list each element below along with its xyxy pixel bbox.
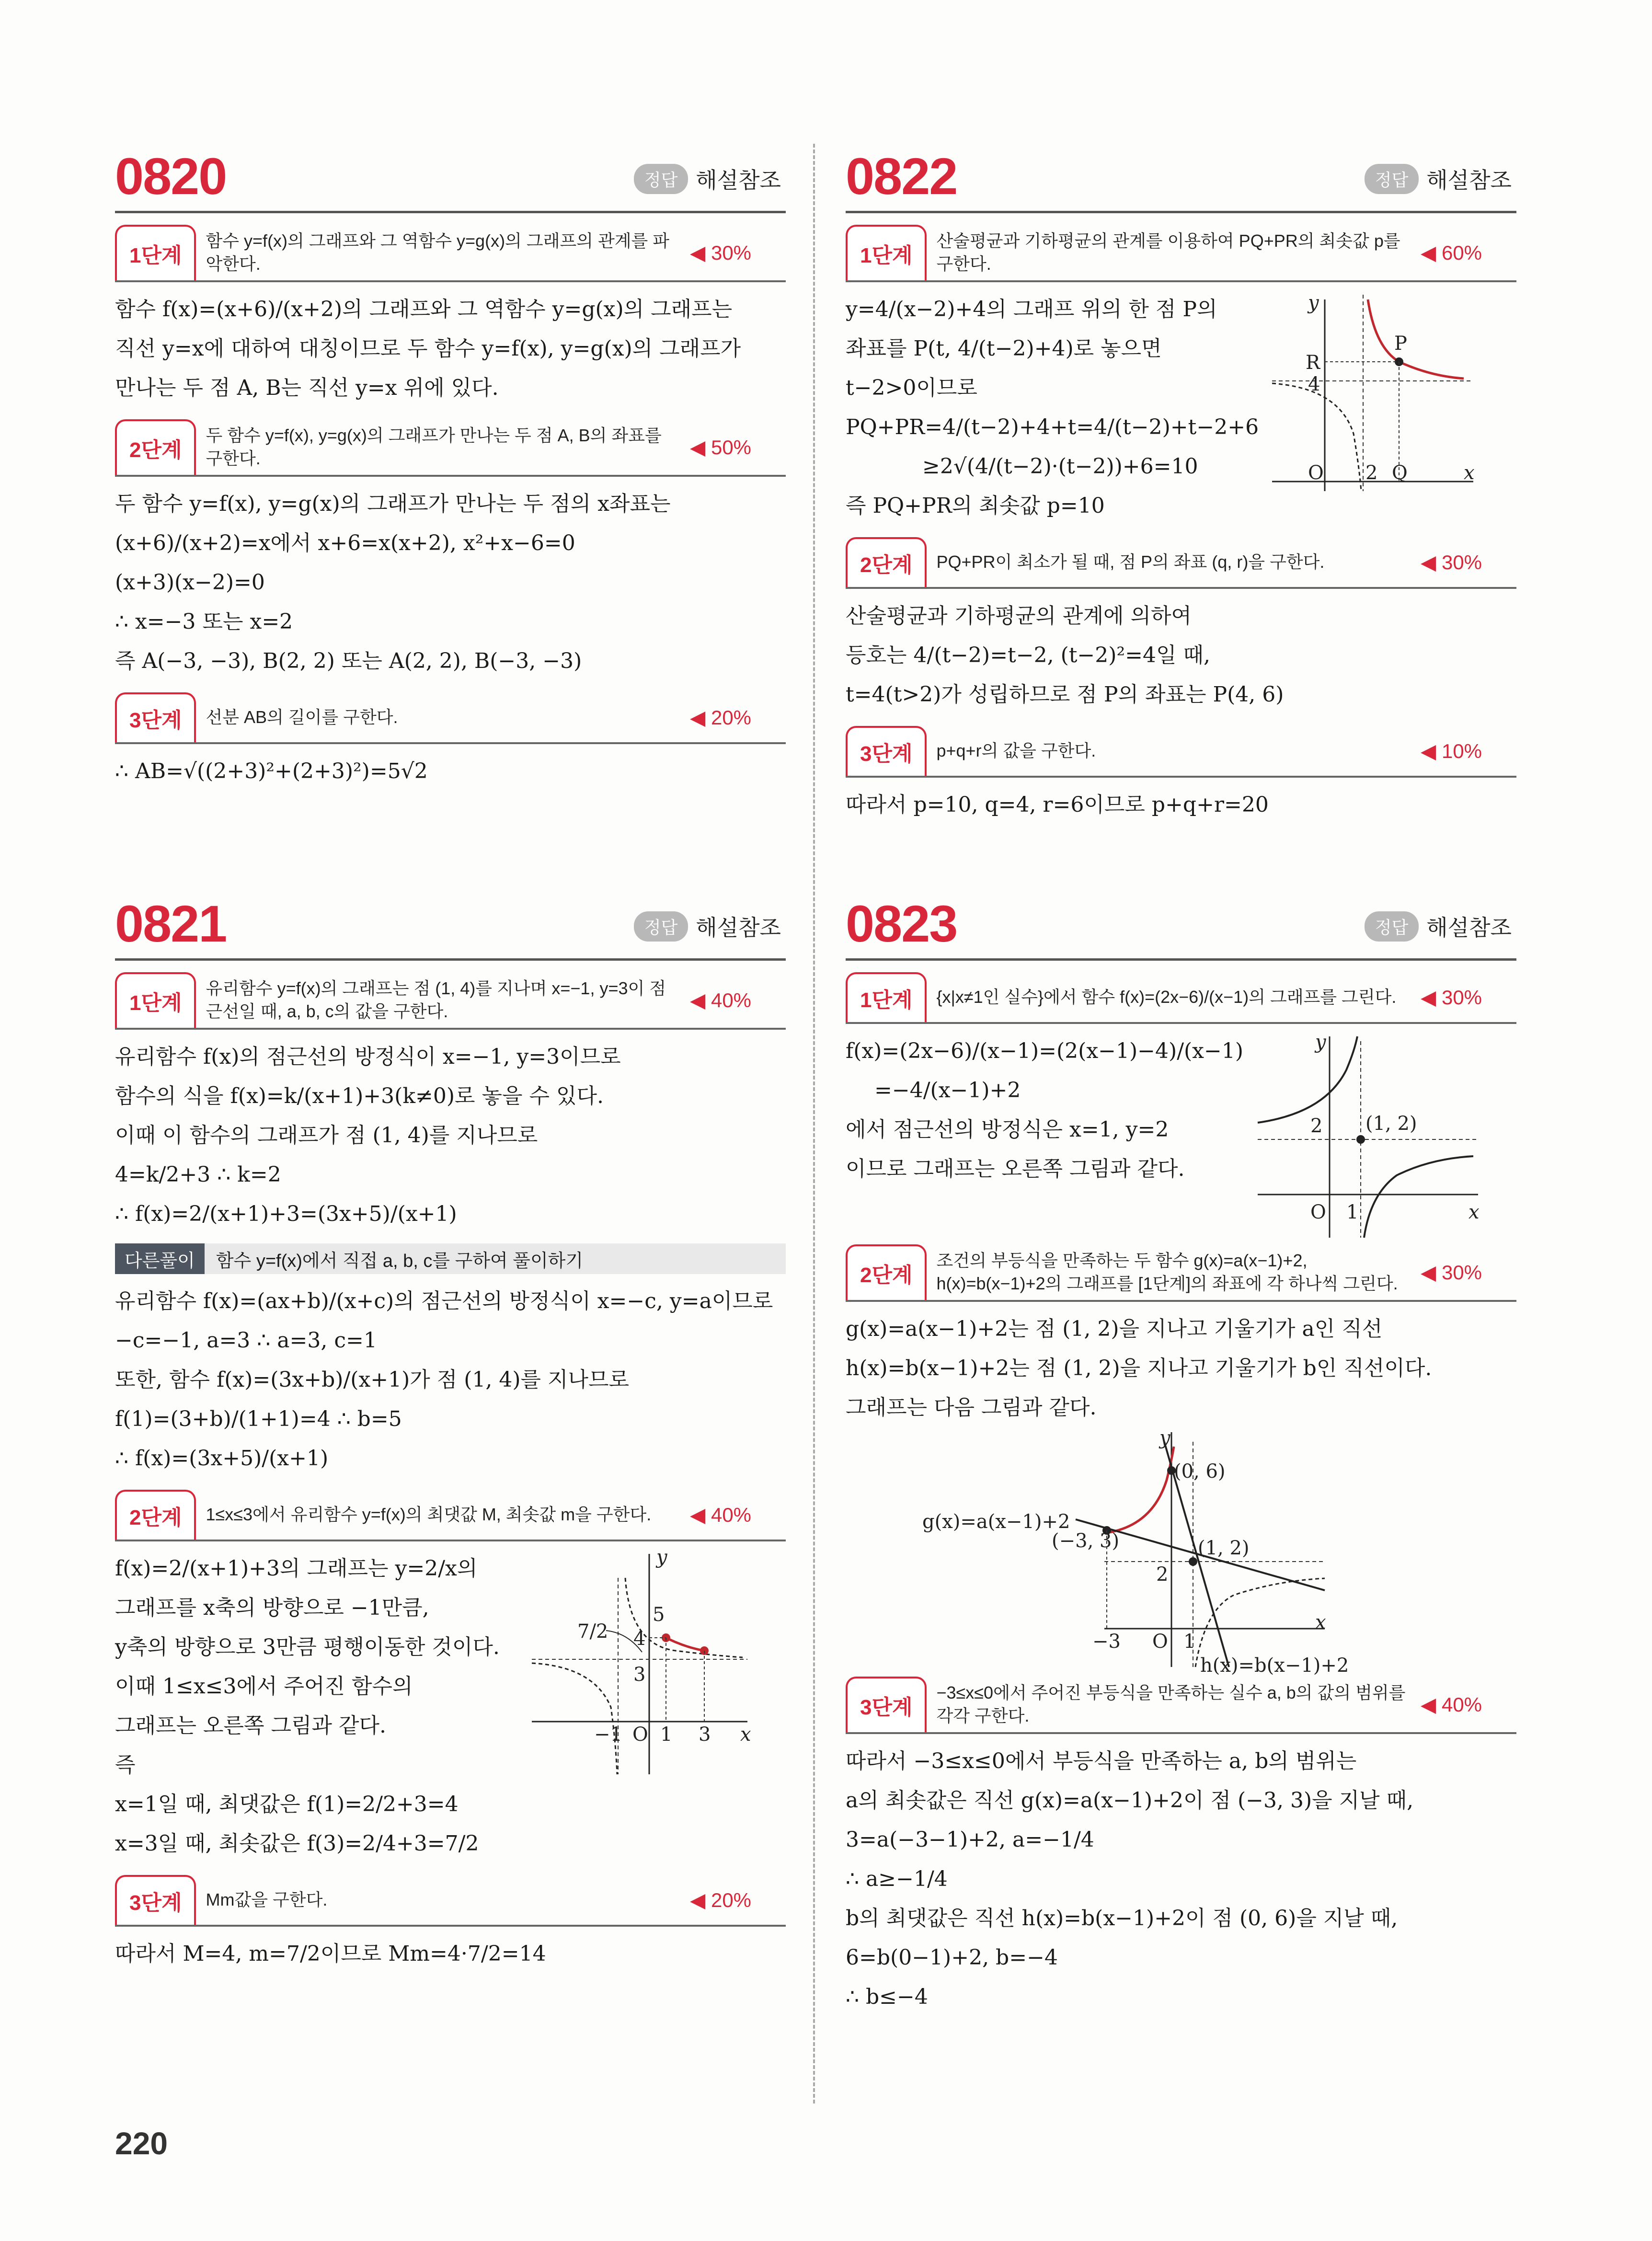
curve-segment [666, 1638, 704, 1651]
step-percent: ◀ 20% [690, 1888, 752, 1911]
solution-line: 4=k/2+3 ∴ k=2 [115, 1162, 281, 1187]
label-1: 1 [1346, 1201, 1359, 1223]
step-percent: ◀ 40% [690, 988, 752, 1011]
answer-text: 해설참조 [1426, 915, 1512, 940]
solution-line: 그래프를 x축의 방향으로 −1만큼, [115, 1596, 429, 1620]
label-5: 5 [653, 1604, 665, 1626]
x-label: x [740, 1724, 751, 1746]
solution-line: 6=b(0−1)+2, b=−4 [846, 1945, 1058, 1970]
label-2: 2 [1310, 1115, 1323, 1137]
step-percent: ◀ 40% [690, 1503, 752, 1526]
step-2 [846, 537, 1516, 589]
label-2: 2 [1365, 462, 1378, 484]
answer-text: 해설참조 [1426, 168, 1512, 193]
answer-text: 해설참조 [696, 168, 781, 193]
y-label: y [1308, 292, 1319, 314]
answer-label [634, 163, 781, 195]
label-origin: O [632, 1724, 648, 1746]
solution-line: −c=−1, a=3 ∴ a=3, c=1 [115, 1328, 377, 1353]
step-percent: ◀ 30% [1421, 551, 1482, 574]
graph-0823-a [1253, 1032, 1483, 1244]
label-q: Q [1392, 462, 1408, 484]
x-label: x [1468, 1201, 1480, 1223]
solution-line: =−4/(x−1)+2 [874, 1078, 1021, 1103]
solution-line: h(x)=b(x−1)+2는 점 (1, 2)을 지나고 기울기가 b인 직선이다. [846, 1356, 1432, 1380]
answer-badge: 정답 [1365, 164, 1419, 194]
solution-line: y=4/(x−2)+4의 그래프 위의 한 점 P의 [846, 297, 1217, 322]
solution-line: 만나는 두 점 A, B는 직선 y=x 위에 있다. [115, 376, 499, 400]
solution-line: 이므로 그래프는 오른쪽 그림과 같다. [846, 1157, 1185, 1181]
problem-number: 0823 [846, 895, 957, 953]
curve-right [1195, 1578, 1325, 1667]
answer-badge: 정답 [634, 164, 688, 194]
label-m33: (−3, 3) [1052, 1530, 1120, 1552]
problem-number: 0820 [115, 147, 227, 205]
solution-line: t=4(t>2)가 성립하므로 점 P의 좌표는 P(4, 6) [846, 682, 1284, 707]
step-desc: {x|x≠1인 실수}에서 함수 f(x)=(2x−6)/(x−1)의 그래프를 그린다. [936, 987, 1397, 1007]
label-4: 4 [1308, 373, 1320, 395]
solution-line: PQ+PR=4/(t−2)+4+t=4/(t−2)+t−2+6 [846, 415, 1259, 439]
problem-header [846, 144, 1516, 213]
step-percent: ◀ 40% [1421, 1693, 1482, 1716]
curve-red [1107, 1447, 1174, 1533]
solution-line: 두 함수 y=f(x), y=g(x)의 그래프가 만나는 두 점의 x좌표는 [115, 492, 671, 516]
solution-line: 즉 A(−3, −3), B(2, 2) 또는 A(2, 2), B(−3, −3) [115, 649, 582, 673]
solution-line: 그래프는 오른쪽 그림과 같다. [115, 1713, 386, 1738]
solution-line: 또한, 함수 f(x)=(3x+b)/(x+1)가 점 (1, 4)를 지나므로 [115, 1368, 630, 1392]
problem-0821 [115, 891, 786, 1974]
y-label: y [1159, 1427, 1170, 1449]
step-2 [846, 1244, 1516, 1302]
solution-line: (x+6)/(x+2)=x에서 x+6=x(x+2), x²+x−6=0 [115, 531, 575, 555]
step-tab: 1단계 [115, 972, 196, 1028]
solution-line: t−2>0이므로 [846, 376, 977, 400]
graph-0822 [1272, 290, 1483, 498]
problem-header [115, 891, 786, 961]
step-desc: p+q+r의 값을 구한다. [936, 741, 1096, 760]
solution-line: ∴ a≥−1/4 [846, 1867, 948, 1891]
column-divider [813, 144, 815, 2103]
step-tab: 1단계 [846, 972, 927, 1022]
answer-label [634, 910, 781, 942]
label-4: 4 [633, 1628, 646, 1650]
step-1 [115, 225, 786, 282]
step-desc: 두 함수 y=f(x), y=g(x)의 그래프가 만나는 두 점 A, B의 좌표를 구한다. [206, 425, 662, 468]
label-06: (0, 6) [1174, 1460, 1226, 1483]
solution-line: f(x)=2/(x+1)+3의 그래프는 y=2/x의 [115, 1556, 478, 1581]
x-label: x [1464, 462, 1475, 484]
solution-line: g(x)=a(x−1)+2는 점 (1, 2)을 지나고 기울기가 a인 직선 [846, 1317, 1383, 1341]
step-percent: ◀ 30% [690, 241, 752, 264]
label-neg1: −1 [594, 1724, 622, 1746]
label-7-2: 7/2 [577, 1620, 608, 1643]
step-desc: 1≤x≤3에서 유리함수 y=f(x)의 최댓값 M, 최솟값 m을 구한다. [206, 1505, 652, 1524]
step-tab: 2단계 [846, 1244, 927, 1300]
curve-left [532, 1663, 617, 1774]
label-origin: O [1308, 462, 1324, 484]
answer-badge: 정답 [634, 911, 688, 942]
solution-line: 즉 PQ+PR의 최솟값 p=10 [846, 494, 1105, 518]
graph-0823-b-wrap [846, 1427, 1516, 1677]
step-3 [846, 1677, 1516, 1734]
step-1 [846, 225, 1516, 282]
step-desc: 유리함수 y=f(x)의 그래프는 점 (1, 4)를 지나며 x=−1, y=3이 점근선일 때, a, b, c의 값을 구한다. [206, 978, 666, 1021]
page-number: 220 [115, 2126, 168, 2161]
solution-line: 에서 점근선의 방정식은 x=1, y=2 [846, 1117, 1169, 1142]
step-1 [115, 972, 786, 1030]
asymptote-point [1356, 1135, 1365, 1144]
label-1: 1 [660, 1724, 673, 1746]
label-3x: 3 [699, 1724, 711, 1746]
y-label: y [656, 1546, 667, 1568]
solution-line: y축의 방향으로 3만큼 평행이동한 것이다. [115, 1635, 500, 1659]
answer-label [1365, 163, 1512, 195]
step-desc: −3≤x≤0에서 주어진 부등식을 만족하는 실수 a, b의 값의 범위를 각각 구한다. [936, 1683, 1406, 1725]
step-2 [115, 419, 786, 477]
problem-header [846, 891, 1516, 961]
solution-line: a의 최솟값은 직선 g(x)=a(x−1)+2이 점 (−3, 3)을 지날 때, [846, 1788, 1414, 1813]
label-12: (1, 2) [1198, 1537, 1250, 1559]
problem-number: 0822 [846, 147, 957, 205]
x-label: x [1315, 1611, 1326, 1633]
solution-line: f(1)=(3+b)/(1+1)=4 ∴ b=5 [115, 1407, 402, 1431]
solution-line: ≥2√(4/(t−2)·(t−2))+6=10 [922, 454, 1198, 479]
step-desc: 조건의 부등식을 만족하는 두 함수 g(x)=a(x−1)+2, h(x)=b(x−1)+2의 그래프를 [1단계]의 좌표에 각 하나씩 그린다. [936, 1251, 1398, 1293]
solution-line: ∴ AB=√((2+3)²+(2+3)²)=5√2 [115, 759, 428, 783]
step-tab: 3단계 [115, 692, 196, 742]
solution-line: 유리함수 f(x)=(ax+b)/(x+c)의 점근선의 방정식이 x=−c, y=a이므로 [115, 1289, 773, 1313]
solution-line: 즉 [115, 1753, 136, 1777]
solution-line: 등호는 4/(t−2)=t−2, (t−2)²=4일 때, [846, 643, 1210, 667]
label-origin: O [1310, 1201, 1326, 1223]
answer-badge: 정답 [1365, 911, 1419, 942]
curve-right [1368, 299, 1464, 379]
step-3 [115, 692, 786, 744]
problem-0820 [115, 144, 786, 791]
step-desc: PQ+PR이 최소가 될 때, 점 P의 좌표 (q, r)을 구한다. [936, 552, 1325, 572]
label-neg3: −3 [1092, 1631, 1121, 1653]
step-percent: ◀ 20% [690, 706, 752, 729]
step-2 [115, 1490, 786, 1541]
step-desc: Mm값을 구한다. [206, 1890, 328, 1909]
point-12 [1189, 1557, 1197, 1566]
solution-line: ∴ f(x)=(3x+5)/(x+1) [115, 1446, 329, 1471]
step-desc: 선분 AB의 길이를 구한다. [206, 707, 398, 727]
solution-line: 이때 1≤x≤3에서 주어진 함수의 [115, 1674, 413, 1699]
solution-line: 이때 이 함수의 그래프가 점 (1, 4)를 지나므로 [115, 1123, 538, 1148]
solution-line: 산술평균과 기하평균의 관계에 의하여 [846, 604, 1192, 628]
solution-line: f(x)=(2x−6)/(x−1)=(2(x−1)−4)/(x−1) [846, 1039, 1244, 1063]
step-tab: 2단계 [115, 1490, 196, 1540]
problem-number: 0821 [115, 895, 227, 953]
graph-0821 [522, 1546, 752, 1781]
answer-label [1365, 910, 1512, 942]
solution-line: 함수의 식을 f(x)=k/(x+1)+3(k≠0)로 놓을 수 있다. [115, 1084, 604, 1108]
step-3 [115, 1875, 786, 1927]
curve-right [1364, 1156, 1473, 1238]
label-3: 3 [633, 1664, 646, 1686]
step-tab: 3단계 [115, 1875, 196, 1925]
step-tab: 1단계 [115, 225, 196, 280]
curve-left [1258, 1036, 1357, 1123]
solution-line: 3=a(−3−1)+2, a=−1/4 [846, 1827, 1094, 1852]
label-origin: O [1152, 1631, 1168, 1653]
solution-line: 따라서 −3≤x≤0에서 부등식을 만족하는 a, b의 범위는 [846, 1749, 1357, 1773]
solution-line: ∴ f(x)=2/(x+1)+3=(3x+5)/(x+1) [115, 1202, 457, 1226]
step-tab: 2단계 [846, 537, 927, 587]
answer-text: 해설참조 [696, 915, 781, 940]
label-point: (1, 2) [1365, 1113, 1417, 1135]
solution-line: 따라서 p=10, q=4, r=6이므로 p+q+r=20 [846, 793, 1269, 817]
step-percent: ◀ 60% [1421, 241, 1482, 264]
label-r: R [1306, 352, 1320, 374]
solution-line: 함수 f(x)=(x+6)/(x+2)의 그래프와 그 역함수 y=g(x)의 그래프는 [115, 297, 733, 322]
solution-line: (x+3)(x−2)=0 [115, 570, 265, 595]
graph-0823-b [922, 1427, 1401, 1678]
label-1: 1 [1183, 1631, 1196, 1653]
step-percent: ◀ 30% [1421, 1261, 1482, 1284]
alternative-solution-bar [115, 1243, 786, 1274]
solution-line: 그래프는 다음 그림과 같다. [846, 1395, 1097, 1420]
label-2: 2 [1156, 1563, 1169, 1586]
step-1 [846, 972, 1516, 1024]
solution-line: 좌표를 P(t, 4/(t−2)+4)로 놓으면 [846, 336, 1162, 361]
problem-0823 [846, 891, 1516, 2017]
solution-line: x=3일 때, 최솟값은 f(3)=2/4+3=7/2 [115, 1831, 479, 1856]
label-h: h(x)=b(x−1)+2 [1200, 1655, 1349, 1677]
step-desc: 산술평균과 기하평균의 관계를 이용하여 PQ+PR의 최솟값 p를 구한다. [936, 231, 1400, 274]
problem-header [115, 144, 786, 213]
alt-tag: 다른풀이 [115, 1243, 205, 1274]
step-percent: ◀ 10% [1421, 739, 1482, 762]
solution-line: b의 최댓값은 직선 h(x)=b(x−1)+2이 점 (0, 6)을 지날 때, [846, 1906, 1398, 1931]
solution-line: 직선 y=x에 대하여 대칭이므로 두 함수 y=f(x), y=g(x)의 그래프가 [115, 336, 741, 361]
solution-line: 따라서 M=4, m=7/2이므로 Mm=4·7/2=14 [115, 1942, 546, 1966]
label-p: P [1394, 333, 1407, 355]
step-tab: 2단계 [115, 419, 196, 475]
solution-line: x=1일 때, 최댓값은 f(1)=2/2+3=4 [115, 1792, 459, 1816]
step-3 [846, 726, 1516, 778]
step-desc: 함수 y=f(x)의 그래프와 그 역함수 y=g(x)의 그래프의 관계를 파악한다. [206, 231, 670, 274]
solution-line: ∴ b≤−4 [846, 1985, 928, 2009]
solution-line: ∴ x=−3 또는 x=2 [115, 609, 293, 634]
step-percent: ◀ 50% [690, 436, 752, 459]
y-label: y [1315, 1031, 1326, 1053]
step-tab: 1단계 [846, 225, 927, 280]
step-tab: 3단계 [846, 726, 927, 776]
step-percent: ◀ 30% [1421, 986, 1482, 1009]
problem-0822 [846, 144, 1516, 825]
step-tab: 3단계 [846, 1677, 927, 1732]
label-g: g(x)=a(x−1)+2 [922, 1511, 1070, 1533]
alt-desc: 함수 y=f(x)에서 직접 a, b, c를 구하여 풀이하기 [216, 1251, 584, 1271]
solution-line: 유리함수 f(x)의 점근선의 방정식이 x=−1, y=3이므로 [115, 1045, 621, 1069]
